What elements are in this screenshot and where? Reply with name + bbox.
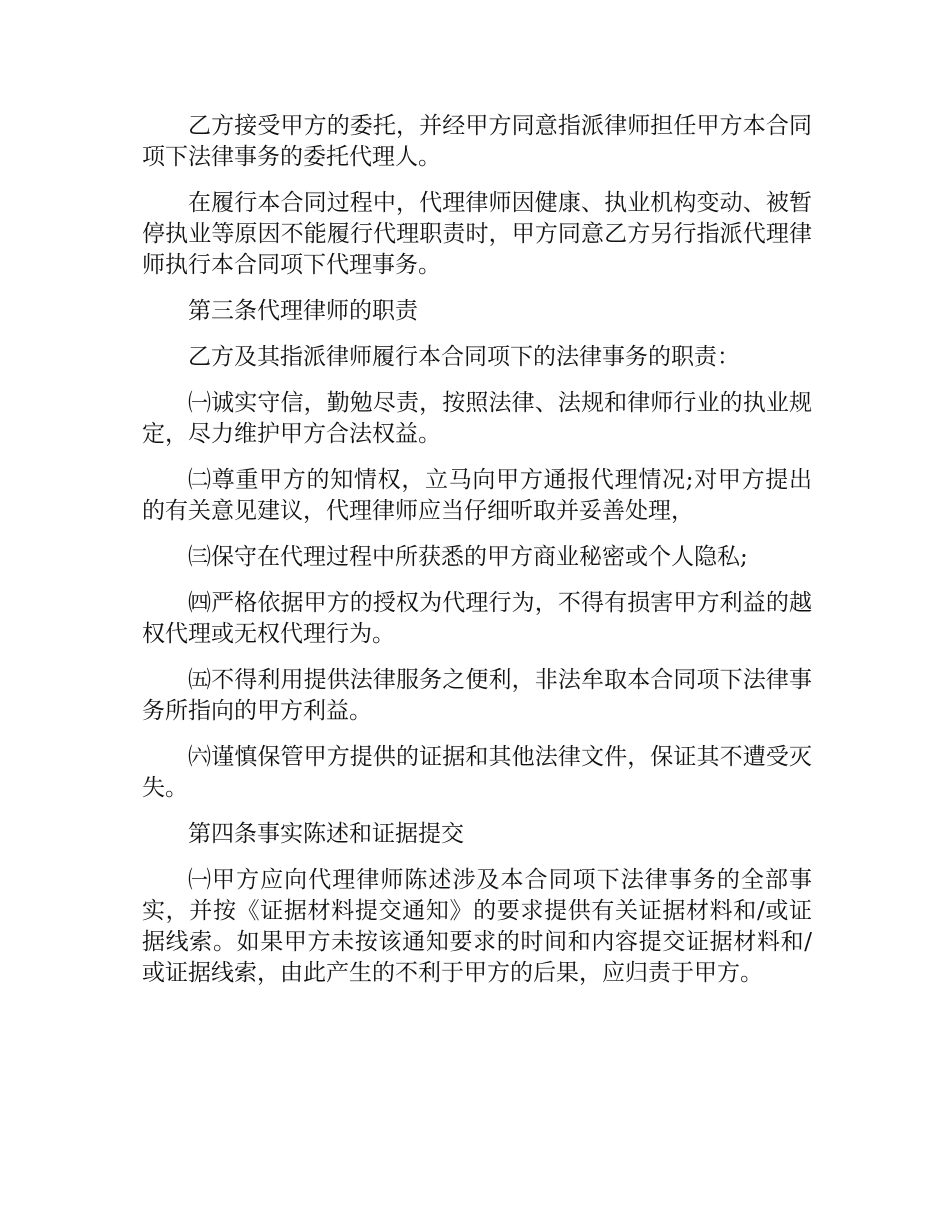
list-item-evidence-1: ㈠甲方应向代理律师陈述涉及本合同项下法律事务的全部事实，并按《证据材料提交通知》的要求提供有关证据材料和/或证据线索。如果甲方未按该通知要求的时间和内容提交证据材料和/或证据线索，由此产生的不利于甲方的后果，应归责于甲方。 <box>142 867 812 986</box>
section-heading-article-3: 第三条代理律师的职责 <box>188 298 418 324</box>
list-item-duty-4: ㈣严格依据甲方的授权为代理行为，不得有损害甲方利益的越权代理或无权代理行为。 <box>142 590 812 647</box>
list-item-duty-5: ㈤不得利用提供法律服务之便利，非法牟取本合同项下法律事务所指向的甲方利益。 <box>142 667 812 724</box>
paragraph-duties-intro: 乙方及其指派律师履行本合同项下的法律事务的职责： <box>188 344 740 370</box>
paragraph-substitute-lawyer: 在履行本合同过程中，代理律师因健康、执业机构变动、被暂停执业等原因不能履行代理职责时，甲方同意乙方另行指派代理律师执行本合同项下代理事务。 <box>142 190 812 278</box>
list-item-duty-3: ㈢保守在代理过程中所获悉的甲方商业秘密或个人隐私; <box>188 544 748 570</box>
list-item-duty-6: ㈥谨慎保管甲方提供的证据和其他法律文件，保证其不遭受灭失。 <box>142 744 812 801</box>
paragraph-appointment: 乙方接受甲方的委托，并经甲方同意指派律师担任甲方本合同项下法律事务的委托代理人。 <box>142 113 812 170</box>
document-body <box>142 111 812 1004</box>
list-item-duty-2: ㈡尊重甲方的知情权，立马向甲方通报代理情况;对甲方提出的有关意见建议，代理律师应当仔细听取并妥善处理， <box>142 467 812 524</box>
list-item-duty-1: ㈠诚实守信，勤勉尽责，按照法律、法规和律师行业的执业规定，尽力维护甲方合法权益。 <box>142 390 812 447</box>
section-heading-article-4: 第四条事实陈述和证据提交 <box>188 821 464 847</box>
